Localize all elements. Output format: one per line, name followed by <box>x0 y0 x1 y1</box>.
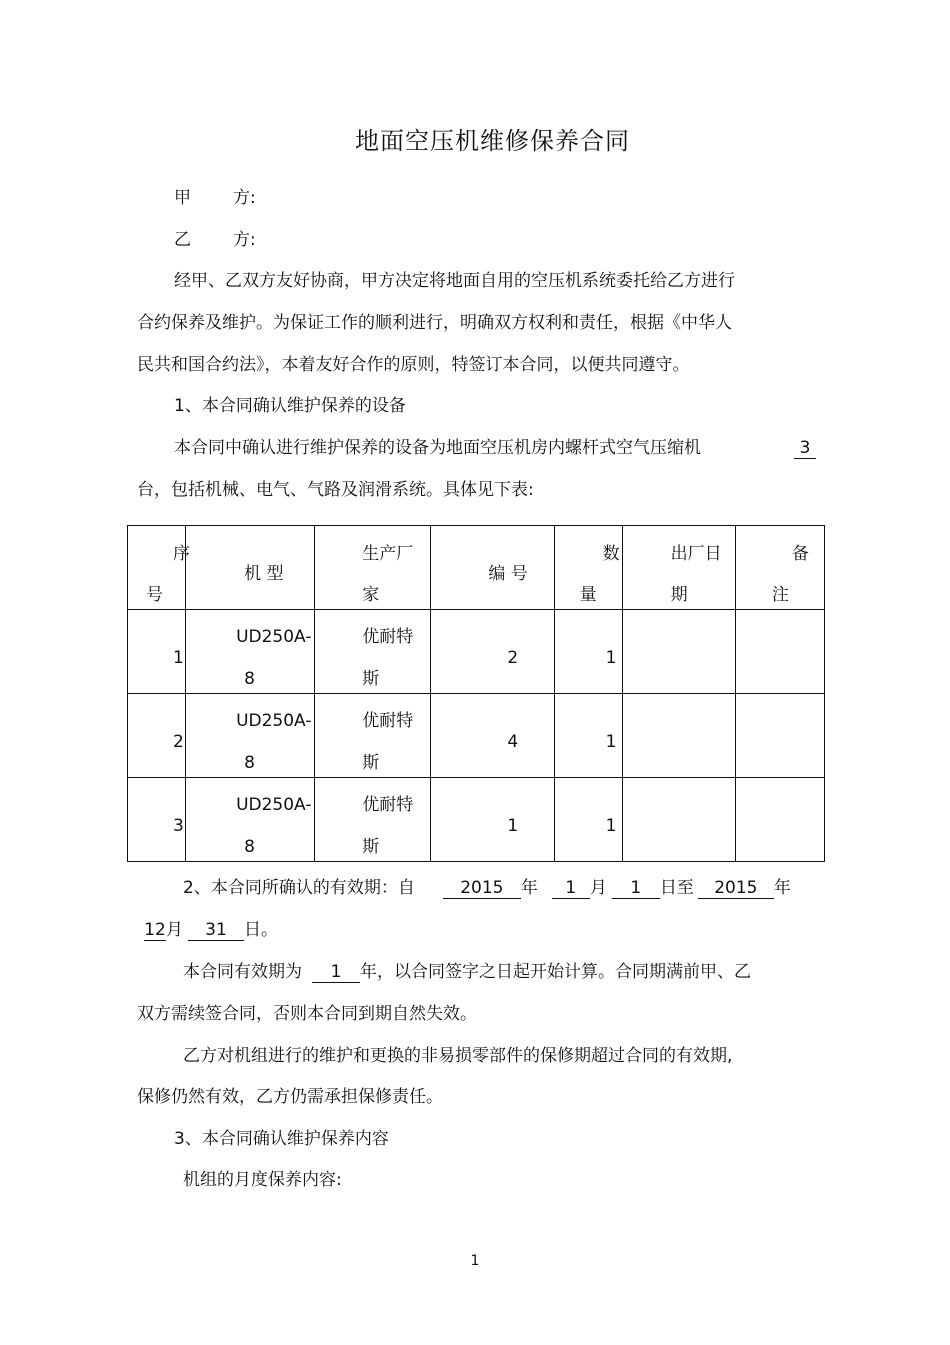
section-3-heading: 3、本合同确认维护保养内容 <box>174 1129 389 1149</box>
intro-line-2: 合约保养及维护。为保证工作的顺利进行，明确双方权利和责任，根据《中华人 <box>137 313 732 333</box>
row-code: 4 <box>507 732 519 752</box>
period-suffix: 年，以合同签字之日起开始计算。合同期满前甲、乙 <box>360 962 751 982</box>
header-date: 出厂日 期 <box>622 526 735 610</box>
period-line-1 <box>183 962 751 983</box>
document-title: 地面空压机维修保养合同 <box>355 127 630 155</box>
header-maker: 生产厂 家 <box>315 526 431 610</box>
row-model-cont: 8 <box>244 753 255 773</box>
row-date <box>622 694 735 778</box>
party-a-label-2: 方: <box>233 188 256 208</box>
row-qty: 1 <box>605 732 617 752</box>
intro-line-3: 民共和国合约法》，本着友好合作的原则，特签订本合同，以便共同遵守。 <box>137 355 690 375</box>
row-date <box>622 610 735 694</box>
party-b-label-1: 乙 <box>174 230 191 250</box>
row-note <box>735 778 824 862</box>
warranty-line-1: 乙方对机组进行的维护和更换的非易损零部件的保修期超过合同的有效期, <box>183 1046 733 1066</box>
validity-line-1 <box>183 878 791 899</box>
equipment-count: 3 <box>794 438 816 459</box>
row-qty: 1 <box>605 648 617 668</box>
row-seq: 1 <box>173 648 184 668</box>
row-qty: 1 <box>605 816 617 836</box>
monthly-maintenance-label: 机组的月度保养内容: <box>183 1170 342 1190</box>
table-header-row <box>128 526 825 610</box>
unit-day-to: 日至 <box>659 878 694 898</box>
end-day: 31 <box>188 920 244 941</box>
end-month: 12 <box>144 920 166 940</box>
warranty-line-2: 保修仍然有效，乙方仍需承担保修责任。 <box>137 1087 443 1107</box>
unit-year: 年 <box>520 878 538 898</box>
row-maker-cont: 斯 <box>362 669 380 689</box>
table-row <box>128 610 825 694</box>
header-model: 机 型 <box>186 526 315 610</box>
row-maker: 优耐特 <box>362 627 414 647</box>
table-row <box>128 778 825 862</box>
page-number: 1 <box>470 1253 480 1269</box>
row-seq: 3 <box>173 816 184 836</box>
row-model: UD250A- <box>236 795 312 815</box>
header-code: 编 号 <box>431 526 554 610</box>
row-maker: 优耐特 <box>362 711 414 731</box>
row-maker-cont: 斯 <box>362 753 380 773</box>
row-code: 2 <box>507 648 519 668</box>
table-row <box>128 694 825 778</box>
validity-line-2 <box>144 920 278 941</box>
party-b-label-2: 方: <box>233 230 256 250</box>
unit-day-end: 日。 <box>244 920 278 940</box>
intro-line-1: 经甲、乙双方友好协商，甲方决定将地面自用的空压机系统委托给乙方进行 <box>174 271 735 291</box>
section-1-line-2: 台，包括机械、电气、气路及润滑系统。具体见下表: <box>137 480 534 500</box>
section-1-line-1: 本合同中确认进行维护保养的设备为地面空压机房内螺杆式空气压缩机 <box>174 438 701 458</box>
row-model-cont: 8 <box>244 837 255 857</box>
header-seq: 序 号 <box>128 526 186 610</box>
unit-year-2: 年 <box>773 878 791 898</box>
header-note: 备 注 <box>735 526 824 610</box>
row-note <box>735 610 824 694</box>
row-maker-cont: 斯 <box>362 837 380 857</box>
unit-month: 月 <box>589 878 607 898</box>
row-code: 1 <box>507 816 519 836</box>
period-value: 1 <box>312 962 360 983</box>
section-1-heading: 1、本合同确认维护保养的设备 <box>174 396 406 416</box>
unit-month-2: 月 <box>166 920 183 940</box>
end-year: 2015 <box>698 878 774 899</box>
row-maker: 优耐特 <box>362 795 414 815</box>
start-year: 2015 <box>443 878 521 899</box>
period-prefix: 本合同有效期为 <box>183 962 302 982</box>
header-qty: 数 量 <box>554 526 622 610</box>
row-model-cont: 8 <box>244 669 255 689</box>
row-model: UD250A- <box>236 627 312 647</box>
row-seq: 2 <box>173 732 184 752</box>
start-day: 1 <box>612 878 660 899</box>
validity-prefix: 2、本合同所确认的有效期：自 <box>183 878 415 898</box>
row-date <box>622 778 735 862</box>
row-note <box>735 694 824 778</box>
row-model: UD250A- <box>236 711 312 731</box>
party-a-label-1: 甲 <box>174 188 191 208</box>
start-month: 1 <box>552 878 590 899</box>
period-line-2: 双方需续签合同，否则本合同到期自然失效。 <box>137 1004 477 1024</box>
equipment-table <box>127 525 825 862</box>
